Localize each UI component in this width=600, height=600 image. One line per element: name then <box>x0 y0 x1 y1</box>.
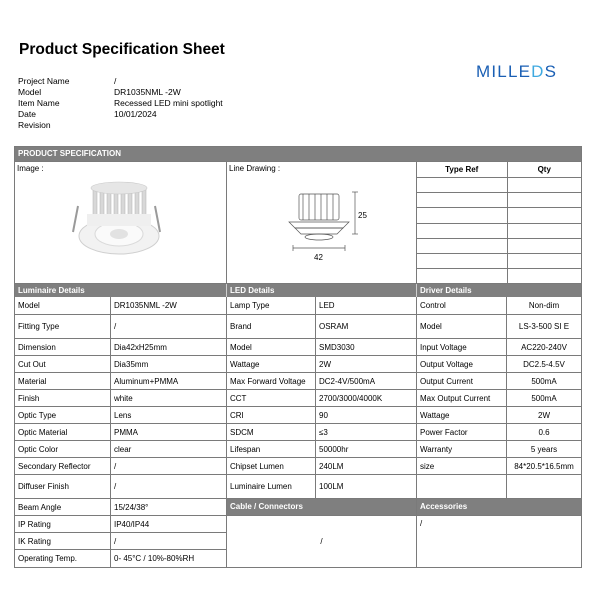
table-row <box>15 423 226 440</box>
driver-header: Driver Details <box>420 286 472 295</box>
table-row <box>417 457 581 474</box>
luminaire-header: Luminaire Details <box>15 284 227 297</box>
table-row <box>417 177 581 192</box>
table-row <box>417 314 581 338</box>
table-row <box>15 474 226 498</box>
driver-value: Non-dim <box>528 301 560 310</box>
project-meta <box>18 76 223 131</box>
led-value: 2W <box>319 359 331 369</box>
milleds-logo <box>476 62 580 86</box>
driver-value: 500mA <box>531 376 557 386</box>
driver-value: 5 years <box>530 444 558 454</box>
details-grid <box>15 297 581 567</box>
luminaire-value: white <box>114 393 133 403</box>
luminaire-value: Dia35mm <box>114 359 149 369</box>
luminaire-value: Dia42xH25mm <box>114 342 167 352</box>
table-row <box>417 193 581 208</box>
table-row <box>417 223 581 238</box>
luminaire-label: Model <box>15 297 111 314</box>
table-row <box>417 355 581 372</box>
luminaire-label: Optic Material <box>15 424 111 440</box>
table-row <box>417 254 581 269</box>
meta-label: Model <box>18 87 42 97</box>
table-row <box>15 372 226 389</box>
driver-label: Warranty <box>417 441 507 457</box>
table-row <box>417 269 581 284</box>
luminaire-label: Cut Out <box>15 356 111 372</box>
table-row <box>15 498 226 515</box>
meta-row <box>18 76 223 87</box>
driver-value: 500mA <box>531 393 557 403</box>
led-value: OSRAM <box>319 322 349 331</box>
led-label: Wattage <box>227 356 316 372</box>
led-label: Brand <box>227 315 316 338</box>
drawing-label: Line Drawing : <box>229 164 281 173</box>
type-ref-header: Type Ref <box>417 162 507 177</box>
table-row <box>227 314 416 338</box>
meta-label: Date <box>18 109 36 119</box>
luminaire-value: / <box>114 322 117 331</box>
led-label: CCT <box>227 390 316 406</box>
table-row <box>227 297 416 314</box>
meta-value: / <box>114 76 117 86</box>
led-value: 90 <box>319 410 328 420</box>
driver-column <box>417 297 581 567</box>
led-value: 50000hr <box>319 444 349 454</box>
driver-value: AC220-240V <box>521 342 567 352</box>
luminaire-label: Material <box>15 373 111 389</box>
cable-cell <box>227 515 416 567</box>
table-row <box>227 474 416 498</box>
dim-height-label: 25 <box>358 211 367 220</box>
page-title: Product Specification Sheet <box>19 41 225 58</box>
table-row <box>227 338 416 355</box>
luminaire-value: 0- 45°C / 10%-80%RH <box>114 554 195 563</box>
table-row <box>417 338 581 355</box>
table-row <box>15 314 226 338</box>
driver-value <box>507 475 581 498</box>
accessories-header: Accessories <box>417 498 581 515</box>
driver-label: Output Voltage <box>417 356 507 372</box>
luminaire-value: 15/24/38° <box>114 502 149 512</box>
cable-header: Cable / Connectors <box>227 498 416 515</box>
table-row <box>15 532 226 549</box>
table-row <box>15 549 226 567</box>
luminaire-value: DR1035NML -2W <box>114 301 177 310</box>
luminaire-value: Aluminum+PMMA <box>114 376 179 386</box>
meta-row <box>18 98 223 109</box>
table-row <box>417 389 581 406</box>
table-row <box>417 474 581 498</box>
led-value: 100LM <box>319 482 344 491</box>
logo-text: MILLE <box>476 62 532 81</box>
line-drawing <box>227 162 417 284</box>
luminaire-label: Optic Color <box>15 441 111 457</box>
luminaire-label: Fitting Type <box>15 315 111 338</box>
table-row <box>15 440 226 457</box>
driver-value: 2W <box>538 410 550 420</box>
luminaire-label: Diffuser Finish <box>15 475 111 498</box>
accessories-value: / <box>420 519 423 528</box>
table-row <box>15 515 226 532</box>
driver-label: Model <box>417 315 507 338</box>
luminaire-value: / <box>114 482 117 491</box>
table-row <box>417 238 581 253</box>
dim-width-label: 42 <box>314 253 323 262</box>
table-row <box>417 208 581 223</box>
image-label: Image : <box>17 164 44 173</box>
luminaire-value: PMMA <box>114 427 138 437</box>
spec-header: PRODUCT SPECIFICATION <box>15 147 581 161</box>
table-row <box>227 355 416 372</box>
luminaire-value: IP40/IP44 <box>114 519 150 529</box>
details-section-header <box>15 283 581 297</box>
luminaire-label: Beam Angle <box>15 499 111 515</box>
led-label: SDCM <box>227 424 316 440</box>
type-ref-cell <box>417 162 581 283</box>
luminaire-label: Operating Temp. <box>15 550 111 567</box>
led-value: SMD3030 <box>319 342 355 352</box>
meta-label: Item Name <box>18 98 60 108</box>
luminaire-value: Lens <box>114 410 132 420</box>
qty-header: Qty <box>507 162 581 177</box>
led-value: LED <box>319 301 335 310</box>
table-row <box>417 297 581 314</box>
luminaire-label: Finish <box>15 390 111 406</box>
table-row <box>227 440 416 457</box>
led-label: Chipset Lumen <box>227 458 316 474</box>
luminaire-label: IK Rating <box>15 533 111 549</box>
drawing-cell <box>227 162 417 283</box>
led-label: CRI <box>227 407 316 423</box>
meta-label: Revision <box>18 120 51 130</box>
table-row <box>227 457 416 474</box>
table-row <box>15 355 226 372</box>
table-row <box>15 389 226 406</box>
table-row <box>227 389 416 406</box>
image-cell <box>15 162 227 283</box>
luminaire-value: clear <box>114 444 132 454</box>
led-value: ≤3 <box>319 427 328 437</box>
table-row <box>15 338 226 355</box>
logo-text-accent: D <box>531 62 545 81</box>
table-row <box>227 372 416 389</box>
image-section <box>15 161 581 283</box>
driver-label <box>417 475 507 498</box>
led-label: Model <box>227 339 316 355</box>
led-header: LED Details <box>227 284 417 297</box>
driver-label: Input Voltage <box>417 339 507 355</box>
meta-value: DR1035NML -2W <box>114 87 181 97</box>
table-row <box>15 406 226 423</box>
driver-value: LS-3-500 SI E <box>518 322 570 331</box>
table-row <box>15 297 226 314</box>
table-row <box>417 372 581 389</box>
led-value: 240LM <box>319 461 344 471</box>
led-column <box>227 297 417 567</box>
accessories-cell <box>417 515 581 567</box>
table-row <box>15 457 226 474</box>
led-value: DC2-4V/500mA <box>319 376 376 386</box>
table-row <box>417 440 581 457</box>
product-photo <box>15 162 227 284</box>
cable-value: / <box>320 537 323 546</box>
luminaire-value: / <box>114 461 117 471</box>
led-label: Max Forward Voltage <box>227 373 316 389</box>
table-row <box>227 423 416 440</box>
luminaire-label: Optic Type <box>15 407 111 423</box>
meta-row <box>18 120 223 131</box>
led-label: Lifespan <box>227 441 316 457</box>
driver-value: DC2.5-4.5V <box>523 359 565 369</box>
luminaire-label: IP Rating <box>15 516 111 532</box>
luminaire-value: / <box>114 536 117 546</box>
meta-label: Project Name <box>18 76 70 86</box>
spec-sheet <box>14 146 582 568</box>
table-row <box>227 406 416 423</box>
luminaire-label: Secondary Reflector <box>15 458 111 474</box>
table-row <box>417 406 581 423</box>
driver-label: size <box>417 458 507 474</box>
driver-label: Control <box>417 297 507 314</box>
driver-value: 84*20.5*16.5mm <box>514 461 574 471</box>
logo-text: S <box>544 62 558 81</box>
led-label: Luminaire Lumen <box>227 475 316 498</box>
meta-value: Recessed LED mini spotlight <box>114 98 223 108</box>
table-row <box>417 423 581 440</box>
led-label: Lamp Type <box>227 297 316 314</box>
luminaire-column <box>15 297 227 567</box>
luminaire-label: Dimension <box>15 339 111 355</box>
meta-row <box>18 87 223 98</box>
led-value: 2700/3000/4000K <box>319 393 383 403</box>
meta-row <box>18 109 223 120</box>
meta-value: 10/01/2024 <box>114 109 157 119</box>
driver-label: Max Output Current <box>417 390 507 406</box>
driver-label: Wattage <box>417 407 507 423</box>
type-ref-table <box>417 162 581 284</box>
driver-label: Output Current <box>417 373 507 389</box>
driver-label: Power Factor <box>417 424 507 440</box>
driver-value: 0.6 <box>538 427 550 437</box>
